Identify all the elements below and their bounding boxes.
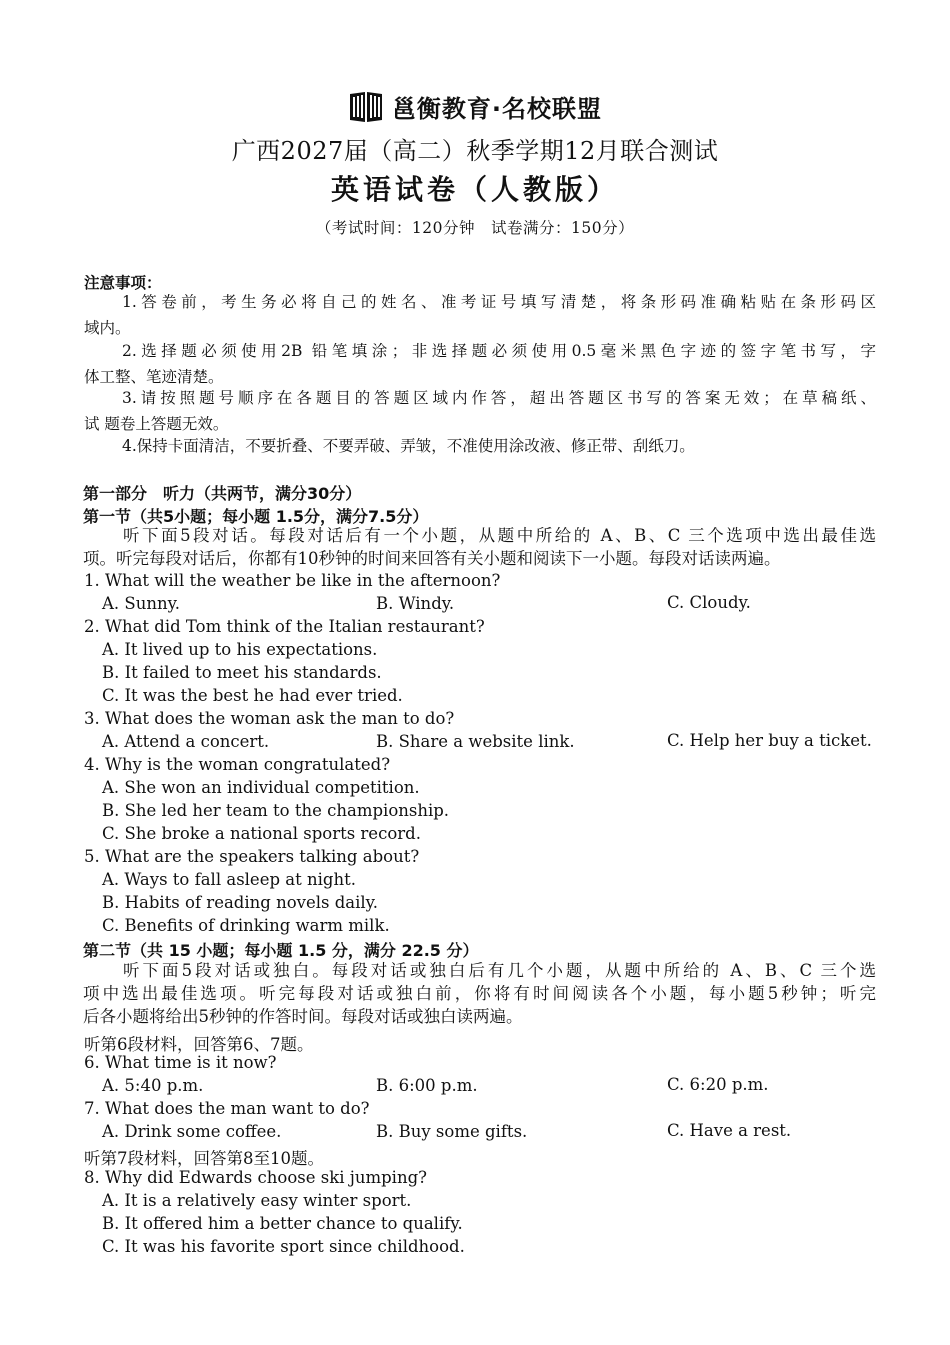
- notice-heading: 注意事项：: [84, 274, 162, 292]
- option-5b: B. Habits of reading novels daily.: [102, 893, 379, 912]
- option-4b: B. She led her team to the championship.: [102, 801, 450, 820]
- question-8: 8. Why did Edwards choose ski jumping?: [84, 1168, 427, 1187]
- question-2: 2. What did Tom think of the Italian restaurant?: [84, 617, 485, 636]
- notice-item-1: 1.答卷前，考生务必将自己的姓名、准考证号填写清楚，将条形码准确粘贴在条形码区 域内。: [84, 293, 876, 337]
- option-5a: A. Ways to fall asleep at night.: [102, 870, 356, 889]
- section1-heading: 第一节（共5小题；每小题 1.5分，满分7.5分）: [83, 507, 429, 526]
- notice-item-3: 3.请按照题号顺序在各题目的答题区域内作答，超出答题区书写的答案无效；在草稿纸、 试 题卷上答题无效。: [84, 389, 876, 433]
- section2-heading: 第二节（共 15 小题；每小题 1.5 分，满分 22.5 分）: [83, 941, 479, 960]
- option-8b: B. It offered him a better chance to qualify.: [102, 1214, 463, 1233]
- question-5: 5. What are the speakers talking about?: [84, 847, 420, 866]
- option-8a: A. It is a relatively easy winter sport.: [102, 1191, 412, 1210]
- material-6-note: 听第6段材料，回答第6、7题。: [84, 1035, 314, 1054]
- option-3b: B. Share a website link.: [376, 732, 575, 751]
- question-4: 4. Why is the woman congratulated?: [84, 755, 391, 774]
- option-4a: A. She won an individual competition.: [102, 778, 420, 797]
- option-1a: A. Sunny.: [102, 594, 180, 613]
- option-1c: C. Cloudy.: [667, 593, 751, 612]
- option-1b: B. Windy.: [376, 594, 455, 613]
- question-1: 1. What will the weather be like in the afternoon?: [84, 571, 501, 590]
- question-6: 6. What time is it now?: [84, 1053, 277, 1072]
- option-7b: B. Buy some gifts.: [376, 1122, 528, 1141]
- exam-title: 广西2027届（高二）秋季学期12月联合测试: [231, 137, 719, 165]
- option-7c: C. Have a rest.: [667, 1121, 792, 1140]
- part1-heading: 第一部分 听力（共两节，满分30分）: [83, 484, 362, 503]
- brand-name: 邕衡教育·名校联盟: [391, 94, 603, 123]
- section2-instructions: 听下面5段对话或独白。每段对话或独白后有几个小题，从题中所给的 A、B、C 三个选 项中选出最佳选项。听完每段对话或独白前，你将有时间阅读各个小题，每小题5秒钟；听完 后各小题将给出5秒钟的作答时间。每段对话或独白读两遍。: [83, 961, 876, 1026]
- option-2a: A. It lived up to his expectations.: [102, 640, 378, 659]
- section1-instructions: 听下面5段对话。每段对话后有一个小题，从题中所给的 A、B、C 三个选项中选出最佳选 项。听完每段对话后，你都有10秒钟的时间来回答有关小题和阅读下一小题。每段对话读两遍。: [83, 526, 876, 568]
- option-8c: C. It was his favorite sport since childhood.: [102, 1237, 465, 1256]
- notice-item-2: 2.选择题必须使用2B 铅笔填涂；非选择题必须使用0.5毫米黑色字迹的签字笔书写，字 体工整、笔迹清楚。: [84, 342, 876, 386]
- option-3c: C. Help her buy a ticket.: [667, 731, 872, 750]
- option-2c: C. It was the best he had ever tried.: [102, 686, 403, 705]
- option-6c: C. 6:20 p.m.: [667, 1075, 769, 1094]
- book-icon: [348, 88, 384, 124]
- exam-meta: （考试时间：120分钟 试卷满分：150分）: [315, 219, 635, 237]
- option-2b: B. It failed to meet his standards.: [102, 663, 382, 682]
- option-7a: A. Drink some coffee.: [102, 1122, 282, 1141]
- notice-item-4: 4.保持卡面清洁，不要折叠、不要弄破、弄皱，不准使用涂改液、修正带、刮纸刀。: [122, 437, 695, 455]
- option-6b: B. 6:00 p.m.: [376, 1076, 478, 1095]
- option-4c: C. She broke a national sports record.: [102, 824, 421, 843]
- option-6a: A. 5:40 p.m.: [102, 1076, 204, 1095]
- question-3: 3. What does the woman ask the man to do?: [84, 709, 455, 728]
- question-7: 7. What does the man want to do?: [84, 1099, 370, 1118]
- brand-header: [0, 88, 950, 128]
- exam-subject-title: 英语试卷（人教版）: [330, 173, 619, 206]
- option-5c: C. Benefits of drinking warm milk.: [102, 916, 390, 935]
- option-3a: A. Attend a concert.: [102, 732, 270, 751]
- material-7-note: 听第7段材料，回答第8至10题。: [84, 1149, 324, 1168]
